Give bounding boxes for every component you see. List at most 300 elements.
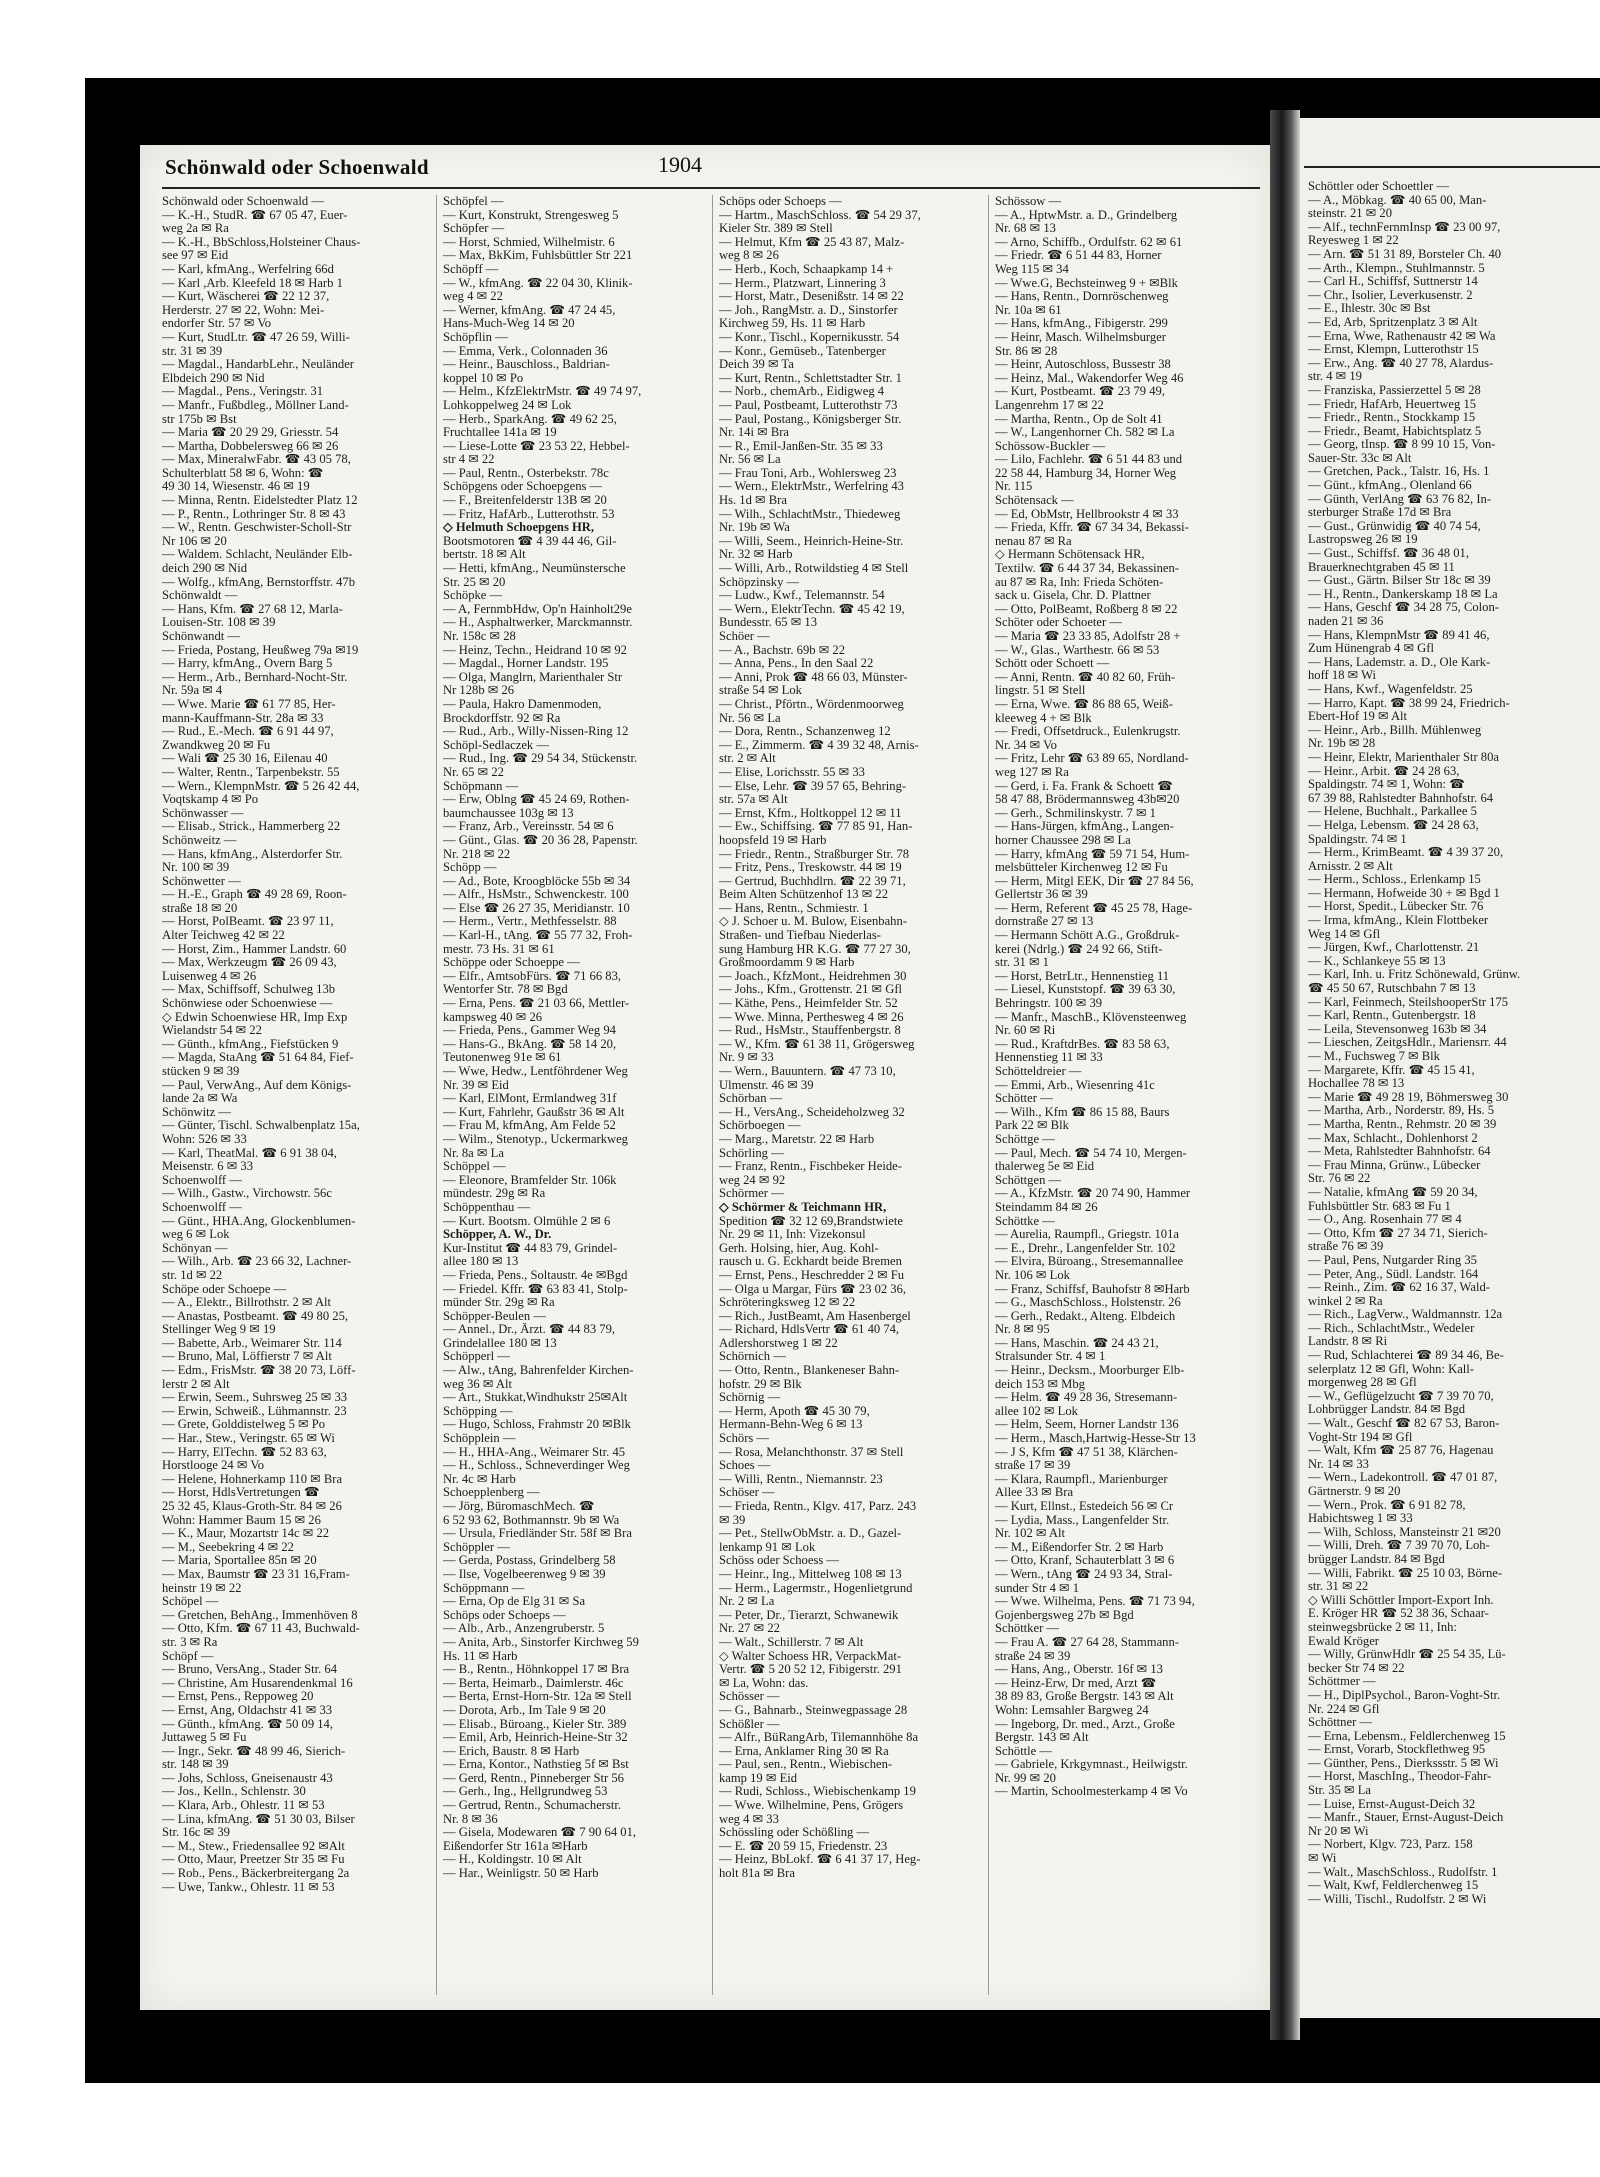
directory-entry-line: Schöpke —: [443, 589, 503, 603]
directory-entry-line: — Lilo, Fachlehr. ☎ 6 51 44 83 und: [995, 453, 1183, 467]
directory-entry-line: — Wern., ElektrTechn. ☎ 45 42 19,: [719, 602, 905, 616]
directory-entry-line: ✉ 39: [719, 1513, 746, 1527]
directory-entry-line: Nr. 4c ✉ Harb: [443, 1472, 516, 1486]
directory-entry-line: — Maria ☎ 20 29 29, Griesstr. 54: [162, 426, 339, 440]
directory-entry-line: Schöttge —: [995, 1132, 1055, 1146]
directory-entry-line: str 4 ✉ 22: [443, 453, 495, 467]
directory-entry-line: — E. ☎ 20 59 15, Friedenstr. 23: [719, 1839, 888, 1853]
directory-entry-line: — B., Rentn., Höhnkoppel 17 ✉ Bra: [443, 1663, 630, 1677]
directory-entry-line: steinstr. 21 ✉ 20: [1308, 207, 1393, 221]
directory-entry-line: — Elfr., AmtsobFürs. ☎ 71 66 83,: [443, 969, 622, 983]
directory-entry-line: — Hans-Jürgen, kfmAng., Langen-: [995, 820, 1174, 834]
directory-entry-line: — Emmi, Arb., Wiesenring 41c: [995, 1078, 1155, 1092]
directory-entry-line: — Erna, Wwe, Rathenaustr 42 ✉ Wa: [1308, 329, 1496, 343]
directory-entry-line: — Herm., Vertr., Methfesselstr. 88: [443, 915, 617, 929]
directory-entry-line: — Meta, Rahlstedter Bahnhofstr. 64: [1308, 1145, 1491, 1159]
directory-entry-line: Schött oder Schoett —: [995, 657, 1110, 671]
directory-entry-line: — Wwe. Marie ☎ 61 77 85, Her-: [162, 697, 336, 711]
directory-entry-line: deich 290 ✉ Nid: [162, 562, 248, 576]
directory-entry-line: Nr 128b ✉ 26: [443, 684, 515, 698]
directory-entry-line: Nr. 59a ✉ 4: [162, 684, 223, 698]
directory-entry-line: — Aurelia, Raumpfl., Griegstr. 101a: [995, 1228, 1179, 1242]
directory-entry-line: — Friedr., Beamt, Habichtsplatz 5: [1308, 424, 1482, 438]
directory-entry-line: — G., Bahnarb., Steinwegpassage 28: [719, 1703, 908, 1717]
directory-entry-line: Schörs —: [719, 1432, 770, 1446]
directory-entry-line: — G., MaschSchloss., Holstenstr. 26: [995, 1296, 1181, 1310]
directory-entry-line: — Herm., KrimBeamt. ☎ 4 39 37 20,: [1308, 846, 1504, 860]
directory-entry-line: — Kurt, Postbeamt. ☎ 23 79 49,: [995, 385, 1165, 399]
directory-entry-line: — Herm., Arb., Bernhard-Nocht-Str.: [162, 670, 348, 684]
directory-entry-line: — Erich, Baustr. 8 ✉ Harb: [443, 1744, 580, 1758]
directory-entry-line: — Paul, sen., Rentn., Wiebischen-: [719, 1758, 893, 1772]
directory-entry-line: Schönwasser —: [162, 806, 244, 820]
directory-entry-line: — Konr., Gemüseb., Tatenberger: [719, 344, 886, 358]
directory-entry-line: — K., Maur, Mozartstr 14c ✉ 22: [162, 1527, 330, 1541]
directory-entry-line: — Willi, Fabrikt. ☎ 25 10 03, Börne-: [1308, 1566, 1503, 1580]
directory-entry-line: — Herm., Schloss., Erlenkamp 15: [1308, 873, 1481, 887]
directory-entry-line: — Max, Schiffsoff, Schulweg 13b: [162, 983, 336, 997]
directory-entry-line: — Gretchen, BehAng., Immenhöven 8: [162, 1608, 358, 1622]
directory-entry-line: — Manfr., Stauer, Ernst-August-Deich: [1308, 1811, 1504, 1825]
directory-entry-line: — Bruno, Mal, Löffierstr 7 ✉ Alt: [162, 1350, 332, 1364]
directory-entry-line: Wentorfer Str. 78 ✉ Bgd: [443, 983, 568, 997]
directory-entry-line: Arnisstr. 2 ✉ Alt: [1308, 859, 1393, 873]
directory-entry-line: Schössling oder Schößling —: [719, 1826, 870, 1840]
directory-entry-line: — Wwe. Wilhelma, Pens. ☎ 71 73 94,: [995, 1595, 1195, 1609]
directory-entry-line: — Heinr., Decksm., Moorburger Elb-: [995, 1364, 1185, 1378]
directory-entry-line: — Heinz, Mal., Wakendorfer Weg 46: [995, 371, 1184, 385]
directory-entry-line: — Karl-H., tAng. ☎ 55 77 32, Froh-: [443, 929, 633, 943]
directory-entry-line: — Waldem. Schlacht, Neuländer Elb-: [162, 548, 353, 562]
directory-entry-line: morgenweg 28 ✉ Gfl: [1308, 1376, 1417, 1390]
directory-entry-line: — Gertrud, Rentn., Schumacherstr.: [443, 1799, 622, 1813]
directory-entry-line: ☎ 45 50 67, Rutschbahn 7 ✉ 13: [1308, 982, 1476, 996]
directory-entry-line: Schößler —: [719, 1717, 780, 1731]
directory-entry-line: — Frau M, kfmAng, Am Felde 52: [443, 1119, 616, 1133]
directory-entry-line: Brauerknechtgraben 45 ✉ 11: [1308, 560, 1455, 574]
directory-entry-line: — Wolfg., kfmAng, Bernstorffstr. 47b: [162, 575, 356, 589]
directory-entry-line: Schörmer —: [719, 1187, 784, 1201]
directory-entry-line: — Ed, ObMstr, Hellbrookstr 4 ✉ 33: [995, 507, 1179, 521]
directory-entry-line: — Ernst, Klempn, Lutterothstr 15: [1308, 343, 1479, 357]
directory-entry-line: — Rosa, Melanchthonstr. 37 ✉ Stell: [719, 1445, 904, 1459]
directory-entry-line: — Rud., HsMstr., Stauffenbergstr. 8: [719, 1024, 901, 1038]
directory-entry-line: — Wilm., Stenotyp., Uckermarkweg: [443, 1132, 628, 1146]
directory-entry-line: Nr. 99 ✉ 20: [995, 1771, 1056, 1785]
directory-entry-line: Schötensack —: [995, 494, 1074, 508]
directory-entry-line: str. 31 ✉ 39: [162, 344, 223, 358]
directory-entry-line: münder Str. 29g ✉ Ra: [443, 1296, 555, 1310]
directory-entry-line: str. 148 ✉ 39: [162, 1758, 229, 1772]
directory-entry-line: — Kurt, Ellnst., Estedeich 56 ✉ Cr: [995, 1500, 1174, 1513]
directory-entry-line: Kur-Institut ☎ 44 83 79, Grindel-: [443, 1241, 618, 1255]
directory-entry-line: — K.-H., StudR. ☎ 67 05 47, Euer-: [162, 208, 348, 222]
header-rule: [162, 187, 1260, 189]
directory-entry-line: str. 1d ✉ 22: [162, 1268, 223, 1282]
directory-entry-line: Schöttke —: [995, 1214, 1055, 1228]
directory-entry-line: — Franz, Rentn., Fischbeker Heide-: [719, 1160, 902, 1174]
directory-entry-line: — Ludw., Kwf., Telemannstr. 54: [719, 589, 885, 603]
directory-entry-line: stücken 9 ✉ 39: [162, 1065, 240, 1078]
directory-entry-line: melsbütteler Kirchenweg 12 ✉ Fu: [995, 861, 1168, 875]
directory-entry-line: — Paul, Postbeamt, Lutterothstr 73: [719, 398, 898, 412]
directory-entry-line: — Erna, Anklamer Ring 30 ✉ Ra: [719, 1744, 889, 1758]
directory-entry-line: — Wern., Bauuntern. ☎ 47 73 10,: [719, 1065, 896, 1078]
directory-entry-line: — Paul, Rentn., Osterbekstr. 78c: [443, 466, 609, 480]
directory-entry-line: mündestr. 29g ✉ Ra: [443, 1187, 546, 1201]
directory-entry-line: — Hartm., MaschSchloss. ☎ 54 29 37,: [719, 208, 921, 222]
directory-entry-line: — Johs., Kfm., Grottenstr. 21 ✉ Gfl: [719, 983, 903, 997]
directory-entry-line: — Karl, Feinmech, SteilshooperStr 175: [1308, 995, 1509, 1009]
directory-entry-line: — Willi, Rentn., Niemannstr. 23: [719, 1472, 883, 1486]
directory-entry-line: — Hermann, Hofweide 30 + ✉ Bgd 1: [1308, 886, 1500, 900]
directory-entry-line: — Helm., KfzElektrMstr. ☎ 49 74 97,: [443, 385, 642, 399]
directory-entry-line: — Erna, Op de Elg 31 ✉ Sa: [443, 1595, 586, 1609]
directory-entry-line: — Frieda, Pens., Gammer Weg 94: [443, 1024, 616, 1038]
directory-entry-line: Schörnig —: [719, 1391, 781, 1405]
directory-entry-line: — Christine, Am Husarendenkmal 16: [162, 1676, 353, 1690]
directory-entry-line: hoopsfeld 19 ✉ Harb: [719, 833, 827, 847]
directory-entry-line: — Erna, Wwe. ☎ 86 88 65, Weiß-: [995, 697, 1173, 711]
directory-entry-line: — Wwe, Hedw., Lentföhrdener Weg: [443, 1065, 628, 1078]
directory-entry-line: Schörnich —: [719, 1350, 786, 1364]
directory-entry-line: — Art., Stukkat,Windhukstr 25✉Alt: [443, 1391, 628, 1405]
directory-entry-line: — Erna, Lebensm., Feldlerchenweg 15: [1308, 1729, 1506, 1743]
directory-entry-line: sung Hamburg HR K.G. ☎ 77 27 30,: [719, 942, 911, 956]
directory-entry-line: — Magdal., Horner Landstr. 195: [443, 657, 609, 671]
directory-entry-line: ◇ Hermann Schötensack HR,: [995, 548, 1145, 562]
directory-entry-line: Nr. 60 ✉ Ri: [995, 1024, 1056, 1038]
directory-entry-line: Wohn: Hammer Baum 15 ✉ 26: [162, 1513, 321, 1527]
directory-entry-line: — W., Langenhorner Ch. 582 ✉ La: [995, 426, 1175, 440]
directory-entry-line: — Gerd, i. Fa. Frank & Schoett ☎: [995, 779, 1173, 793]
directory-entry-line: Ewald Kröger: [1308, 1634, 1379, 1648]
directory-entry-line: — Hans, kfmAng., Fibigerstr. 299: [995, 317, 1168, 331]
directory-entry-line: — Uwe, Tankw., Ohlestr. 11 ✉ 53: [162, 1880, 335, 1894]
directory-entry-line: — Horst, BetrLtr., Hennenstieg 11: [995, 969, 1170, 983]
directory-entry-line: — Klara, Arb., Ohlestr. 11 ✉ 53: [162, 1799, 325, 1813]
directory-entry-line: weg 6 ✉ Lok: [162, 1228, 230, 1242]
directory-entry-line: — Herm., Platzwart, Linnering 3: [719, 276, 886, 290]
directory-entry-line: endorfer Str. 57 ✉ Vo: [162, 317, 272, 331]
directory-entry-line: nenau 87 ✉ Ra: [995, 534, 1072, 548]
directory-entry-line: — Edm., FrisMstr. ☎ 38 20 73, Löff-: [162, 1364, 356, 1378]
directory-entry-line: — Max, Werkzeugm ☎ 26 09 43,: [162, 956, 337, 970]
directory-entry-line: — Herm., Lagermstr., Hogenlietgrund: [719, 1581, 913, 1595]
directory-entry-line: Brockdorffstr. 92 ✉ Ra: [443, 711, 561, 725]
directory-entry-line: — Gretchen, Pack., Talstr. 16, Hs. 1: [1308, 465, 1490, 479]
directory-entry-line: — Fritz, Pens., Treskowstr. 44 ✉ 19: [719, 861, 902, 875]
directory-entry-line: straße 17 ✉ 39: [995, 1459, 1071, 1473]
directory-entry-line: — Ingeborg, Dr. med., Arzt., Große: [995, 1717, 1175, 1731]
directory-entry-line: E. Kröger HR ☎ 52 38 36, Schaar-: [1308, 1607, 1489, 1621]
directory-entry-line: — Wern., Prok. ☎ 6 91 82 78,: [1308, 1498, 1466, 1512]
directory-entry-line: Nr. 14i ✉ Bra: [719, 426, 790, 440]
directory-entry-line: — Karl, TheatMal. ☎ 6 91 38 04,: [162, 1146, 337, 1160]
directory-entry-line: — Konr., Tischl., Kopernikusstr. 54: [719, 330, 900, 344]
directory-entry-line: rausch u. G. Eckhardt beide Bremen: [719, 1255, 902, 1269]
directory-entry-line: Habichtsweg 1 ✉ 33: [1308, 1512, 1413, 1526]
directory-entry-line: Kieler Str. 389 ✉ Stell: [719, 222, 833, 236]
directory-entry-line: ✉ La, Wohn: das.: [719, 1676, 809, 1690]
directory-entry-line: — Eleonore, Bramfelder Str. 106k: [443, 1173, 617, 1187]
directory-entry-line: Hermann-Behn-Weg 6 ✉ 13: [719, 1418, 863, 1432]
directory-entry-line: — Otto, Rentn., Blankeneser Bahn-: [719, 1364, 900, 1378]
directory-entry-line: — Karl, Inh. u. Fritz Schönewald, Grünw.: [1308, 968, 1521, 982]
directory-entry-line: Schönwaldt —: [162, 589, 238, 603]
directory-entry-line: Schöttker —: [995, 1622, 1060, 1636]
directory-entry-line: — Heinr., Arb., Billh. Mühlenweg: [1308, 723, 1482, 737]
directory-entry-line: Schöpperl —: [443, 1350, 510, 1364]
directory-entry-line: Voqtskamp 4 ✉ Po: [162, 793, 259, 807]
directory-entry-line: Nr. 68 ✉ 13: [995, 222, 1056, 236]
directory-entry-line: — Helm, Seem, Horner Landstr 136: [995, 1418, 1179, 1432]
directory-entry-line: — H., Koldingstr. 10 ✉ Alt: [443, 1853, 582, 1867]
directory-entry-line: Schönwald oder Schoenwald —: [162, 195, 324, 208]
directory-entry-line: Gojenbergsweg 27b ✉ Bgd: [995, 1608, 1134, 1622]
directory-entry-line: — R., Emil-Janßen-Str. 35 ✉ 33: [719, 439, 883, 453]
directory-entry-line: — Wern., KlempnMstr. ☎ 5 26 42 44,: [162, 779, 360, 793]
directory-entry-line: Ebert-Hof 19 ✉ Alt: [1308, 710, 1408, 724]
directory-entry-line: — A., Elektr., Billrothstr. 2 ✉ Alt: [162, 1296, 332, 1310]
directory-entry-line: — P., Rentn., Lothringer Str. 8 ✉ 43: [162, 507, 346, 521]
directory-entry-line: Nr. 27 ✉ 22: [719, 1622, 780, 1636]
directory-entry-line: — Wali ☎ 25 30 16, Eilenau 40: [162, 752, 328, 766]
directory-entry-line: Schönwandt —: [162, 630, 241, 643]
directory-entry-line: Schönwiese oder Schoenwiese —: [162, 997, 333, 1011]
directory-entry-line: — Frieda, Postang, Heußweg 79a ✉19: [162, 643, 359, 657]
directory-entry-line: — Rud., KraftdrBes. ☎ 83 58 63,: [995, 1037, 1170, 1051]
directory-entry-line: — Carl H., Schiffsf, Suttnerstr 14: [1308, 275, 1478, 289]
directory-entry-line: 38 89 83, Große Bergstr. 143 ✉ Alt: [995, 1690, 1174, 1704]
directory-entry-line: Nr. 56 ✉ La: [719, 711, 781, 725]
directory-entry-line: Adlershorstweg 1 ✉ 22: [719, 1336, 838, 1350]
directory-entry-line: — Emma, Verk., Colonnaden 36: [443, 344, 608, 358]
directory-entry-line: — Emil, Arb, Heinrich-Heine-Str 32: [443, 1731, 628, 1745]
directory-entry-line: — Lina, kfmAng. ☎ 51 30 03, Bilser: [162, 1812, 355, 1826]
directory-entry-line: — Otto, Kranf, Schauterblatt 3 ✉ 6: [995, 1554, 1175, 1568]
directory-entry-line: — M., Eißendorfer Str. 2 ✉ Harb: [995, 1540, 1164, 1554]
directory-entry-line: — Paul, Mech. ☎ 54 74 10, Mergen-: [995, 1146, 1187, 1160]
directory-entry-line: koppel 10 ✉ Po: [443, 371, 524, 385]
directory-entry-line: — Frieda, Pens., Soltaustr. 4e ✉Bgd: [443, 1268, 628, 1282]
directory-entry-line: — Kurt, StudLtr. ☎ 47 26 59, Willi-: [162, 330, 350, 344]
directory-entry-line: — W., Glas., Warthestr. 66 ✉ 53: [995, 643, 1160, 657]
directory-entry-line: Nr. 8a ✉ La: [443, 1146, 504, 1160]
directory-entry-line: — K.-H., BbSchloss,Holsteiner Chaus-: [162, 235, 361, 249]
directory-entry-line: — Kurt, Fahrlehr, Gaußstr 36 ✉ Alt: [443, 1105, 625, 1119]
directory-entry-line: — Margarete, Kffr. ☎ 45 15 41,: [1308, 1063, 1475, 1077]
directory-entry-line: Großmoordamm 9 ✉ Harb: [719, 956, 855, 970]
directory-entry-line: — Natalie, kfmAng ☎ 59 20 34,: [1308, 1185, 1478, 1199]
directory-entry-line: — Frau Minna, Grünw., Lübecker: [1308, 1158, 1481, 1172]
directory-entry-line: — Joh., RangMstr. a. D., Sinstorfer: [719, 303, 898, 317]
directory-entry-line: Wielandstr 54 ✉ 22: [162, 1024, 262, 1038]
directory-entry-line: straße 76 ✉ 39: [1308, 1240, 1384, 1254]
directory-entry-line: Schönwetter —: [162, 874, 241, 888]
directory-entry-line: Spaldingstr. 74 ✉ 1, Wohn: ☎: [1308, 778, 1465, 792]
directory-entry-line: kerei (Ndrlg.) ☎ 24 92 66, Stift-: [995, 942, 1163, 956]
directory-entry-line: Allee 33 ✉ Bra: [995, 1486, 1074, 1500]
directory-entry-line: ✉ Wi: [1308, 1852, 1337, 1866]
directory-entry-line: — Paula, Hakro Damenmoden,: [443, 697, 602, 711]
directory-entry-line: Gellertstr 36 ✉ 39: [995, 888, 1088, 902]
directory-entry-line: — Johs, Schloss, Gneisenaustr 43: [162, 1771, 333, 1785]
directory-entry-line: — Reinh., Zim. ☎ 62 16 37, Wald-: [1308, 1281, 1490, 1295]
directory-entry-line: — Herb., SparkAng. ☎ 49 62 25,: [443, 412, 617, 426]
directory-entry-line: Str. 76 ✉ 22: [1308, 1172, 1371, 1186]
directory-entry-line: — H.-E., Graph ☎ 49 28 69, Roon-: [162, 888, 347, 902]
directory-entry-line: Schöpzinsky —: [719, 575, 800, 589]
directory-entry-line: — Max, BkKim, Fuhlsbüttler Str 221: [443, 249, 633, 263]
facing-page-rule: [1304, 166, 1600, 168]
directory-entry-line: — Harry, ElTechn. ☎ 52 83 63,: [162, 1445, 327, 1459]
directory-entry-line: Str. 16c ✉ 39: [162, 1826, 230, 1840]
directory-entry-line: — Erwin, Schweiß., Lühmannstr. 23: [162, 1404, 347, 1418]
directory-entry-line: Schöpfer —: [443, 222, 505, 236]
directory-entry-line: — Friedr, HafArb, Heuertweg 15: [1308, 397, 1477, 411]
directory-entry-line: — Gisela, Modewaren ☎ 7 90 64 01,: [443, 1826, 637, 1840]
directory-entry-line: Schönwitz —: [162, 1105, 231, 1119]
directory-entry-line: Spaldingstr. 74 ✉ 1: [1308, 832, 1407, 846]
directory-entry-line: Bergstr. 143 ✉ Alt: [995, 1731, 1089, 1745]
directory-entry-line: — Herm, Apoth ☎ 45 30 79,: [719, 1404, 870, 1418]
directory-entry-line: straße 18 ✉ 20: [162, 901, 238, 915]
directory-entry-line: — Karl ,Arb. Kleefeld 18 ✉ Harb 1: [162, 276, 343, 290]
directory-entry-line: — Kurt, Konstrukt, Strengesweg 5: [443, 208, 619, 222]
directory-entry-line: — Wwe. Minna, Perthesweg 4 ✉ 26: [719, 1010, 904, 1024]
directory-entry-line: 49 30 14, Wiesenstr. 46 ✉ 19: [162, 480, 310, 494]
directory-entry-line: dornstraße 27 ✉ 13: [995, 915, 1094, 929]
directory-entry-line: — Lydia, Mass., Langenfelder Str.: [995, 1513, 1170, 1527]
directory-entry-line: — Hans, Geschf ☎ 34 28 75, Colon-: [1308, 601, 1499, 615]
directory-entry-line: sterburger Straße 17d ✉ Bra: [1308, 506, 1452, 520]
directory-entry-line: — Frau Toni, Arb., Wohlersweg 23: [719, 466, 897, 480]
directory-entry-line: — Hans, Rentn., Schmiestr. 1: [719, 901, 869, 915]
directory-entry-line: — Otto, Kfm. ☎ 67 11 43, Buchwald-: [162, 1622, 360, 1636]
directory-entry-line: Schötter —: [995, 1092, 1053, 1106]
page-number: 1904: [658, 152, 702, 177]
directory-entry-line: — Norbert, Klgv. 723, Parz. 158: [1308, 1838, 1473, 1852]
directory-entry-line: Elbdeich 290 ✉ Nid: [162, 371, 265, 385]
directory-entry-line: ◇ J. Schoer u. M. Bulow, Eisenbahn-: [719, 915, 907, 929]
directory-entry-line: — Horst, PolBeamt. ☎ 23 97 11,: [162, 915, 334, 929]
directory-entry-line: Schörling —: [719, 1146, 784, 1160]
directory-entry-line: — Günth, VerlAng ☎ 63 76 82, In-: [1308, 492, 1492, 506]
directory-entry-line: — Rich., LagVerw., Waldmannstr. 12a: [1308, 1308, 1503, 1322]
directory-entry-line: — Wern., Ladekontroll. ☎ 47 01 87,: [1308, 1471, 1498, 1485]
directory-entry-line: — Dorota, Arb., Im Tale 9 ✉ 20: [443, 1703, 606, 1717]
directory-entry-line: — Manfr., Fußbdleg., Möllner Land-: [162, 398, 349, 412]
directory-entry-line: Schöpper, A. W., Dr.: [443, 1228, 552, 1242]
directory-entry-line: — Martha, Arb., Norderstr. 89, Hs. 5: [1308, 1104, 1495, 1118]
directory-entry-line: — Irma, kfmAng., Klein Flottbeker: [1308, 914, 1489, 928]
directory-entry-line: Schulterblatt 58 ✉ 6, Wohn: ☎: [162, 466, 324, 480]
directory-entry-line: — Magdal., HandarbLehr., Neuländer: [162, 358, 354, 372]
directory-entry-line: — Harry, kfmAng ☎ 59 71 54, Hum-: [995, 847, 1190, 861]
directory-entry-line: Schöpp —: [443, 861, 497, 875]
directory-entry-line: steinwegsbrücke 2 ✉ 11, Inh:: [1308, 1620, 1457, 1634]
directory-entry-line: — Heinz, Techn., Heidrand 10 ✉ 92: [443, 643, 627, 657]
directory-entry-line: mann-Kauffmann-Str. 28a ✉ 33: [162, 711, 324, 725]
directory-entry-line: — Magdal., Pens., Veringstr. 31: [162, 385, 324, 399]
directory-entry-line: — Leila, Stevensonweg 163b ✉ 34: [1308, 1022, 1487, 1036]
directory-entry-line: Juttaweg 5 ✉ Fu: [162, 1731, 247, 1745]
directory-entry-line: — Erw, Oblng ☎ 45 24 69, Rothen-: [443, 793, 630, 807]
directory-entry-line: — Heinz, BbLokf. ☎ 6 41 37 17, Heg-: [719, 1853, 921, 1867]
directory-entry-line: — Rob., Pens., Bäckerbreitergang 2a: [162, 1867, 350, 1881]
directory-entry-line: — Lieschen, ZeitgsHdlr., Mariensrr. 44: [1308, 1036, 1507, 1050]
directory-entry-line: Schoenwolff —: [162, 1200, 242, 1214]
directory-entry-line: — E., Drehr., Langenfelder Str. 102: [995, 1241, 1176, 1255]
directory-entry-line: Schöppenthau —: [443, 1200, 531, 1214]
page-header: [140, 145, 1270, 200]
directory-entry-line: Schröteringksweg 12 ✉ 22: [719, 1296, 856, 1310]
directory-entry-line: str. 2 ✉ Alt: [719, 752, 776, 766]
directory-entry-line: — Elvira, Büroang., Stresemannallee: [995, 1255, 1184, 1269]
directory-entry-line: — Ed, Arb, Spritzenplatz 3 ✉ Alt: [1308, 315, 1478, 329]
directory-entry-line: — Wilh, Schloss, Mansteinstr 21 ✉20: [1308, 1525, 1501, 1539]
directory-entry-line: Schöpgens oder Schoepgens —: [443, 480, 603, 494]
directory-entry-line: Nr. 39 ✉ Eid: [443, 1078, 509, 1092]
directory-entry-line: — Horst, Spedit., Lübecker Str. 76: [1308, 900, 1484, 914]
directory-entry-line: Schoenwolff —: [162, 1173, 242, 1187]
directory-entry-line: — Fritz, HafArb., Lutterothstr. 53: [443, 507, 615, 521]
directory-entry-line: see 97 ✉ Eid: [162, 249, 229, 263]
directory-entry-line: Straßen- und Tiefbau Niederlas-: [719, 929, 881, 943]
directory-entry-line: — Günth., kfmAng., Fiefstücken 9: [162, 1037, 339, 1051]
directory-entry-line: — Wern., ElektrMstr., Werfelring 43: [719, 480, 904, 494]
directory-entry-line: str. 4 ✉ 19: [1308, 370, 1362, 384]
directory-entry-line: — H., DiplPsychol., Baron-Voght-Str.: [1308, 1688, 1501, 1702]
directory-entry-line: weg 4 ✉ 22: [443, 290, 503, 304]
directory-entry-line: Lastropsweg 26 ✉ 19: [1308, 533, 1418, 547]
directory-entry-line: straße 54 ✉ Lok: [719, 684, 802, 698]
directory-entry-line: lande 2a ✉ Wa: [162, 1092, 238, 1106]
directory-entry-line: Nr. 100 ✉ 39: [162, 861, 230, 875]
column-2: [436, 195, 715, 1995]
directory-entry-line: — Richard, HdlsVertr ☎ 61 40 74,: [719, 1323, 900, 1337]
directory-entry-line: Schöpe oder Schoepe —: [162, 1282, 287, 1296]
directory-entry-line: Kirchweg 59, Hs. 11 ✉ Harb: [719, 317, 866, 331]
directory-entry-line: — Minna, Rentn. Eidelstedter Platz 12: [162, 494, 358, 508]
directory-entry-line: Schöps oder Schoeps —: [719, 195, 842, 208]
directory-entry-line: — Jörg, BüromaschMech. ☎: [443, 1500, 595, 1513]
directory-entry-line: — Kurt, Wäscherei ☎ 22 12 37,: [162, 290, 330, 304]
directory-entry-line: — Paul, Postang., Königsberger Str.: [719, 412, 902, 426]
directory-entry-line: Schöpel —: [162, 1595, 219, 1609]
directory-entry-line: Voght-Str 194 ✉ Gfl: [1308, 1430, 1413, 1444]
directory-entry-line: — Fritz, Lehr ☎ 63 89 65, Nordland-: [995, 752, 1189, 766]
directory-entry-line: Nr. 102 ✉ Alt: [995, 1527, 1066, 1541]
directory-entry-line: — Helene, Hohnerkamp 110 ✉ Bra: [162, 1472, 343, 1486]
directory-entry-line: — Peter, Ang., Südl. Landstr. 164: [1308, 1267, 1479, 1281]
directory-entry-line: — Wern., tAng ☎ 24 93 34, Stral-: [995, 1567, 1173, 1581]
directory-entry-line: becker Str 74 ✉ 22: [1308, 1661, 1405, 1675]
directory-entry-line: straße 24 ✉ 39: [995, 1649, 1071, 1663]
directory-entry-line: — Joach., KfzMont., Heidrehmen 30: [719, 969, 907, 983]
directory-entry-line: — Heinr, Masch. Wilhelmsburger: [995, 330, 1166, 344]
directory-entry-line: Wohn: Lemsahler Bargweg 24: [995, 1703, 1149, 1717]
directory-entry-line: — Hans, Maschin. ☎ 24 43 21,: [995, 1336, 1159, 1350]
directory-entry-line: — H., Schloss., Schneverdinger Weg: [443, 1459, 630, 1473]
directory-entry-line: holt 81a ✉ Bra: [719, 1867, 795, 1881]
directory-entry-line: — Gust., Grünwidig ☎ 40 74 54,: [1308, 519, 1481, 533]
directory-entry-line: — Horst, Schmied, Wilhelmistr. 6: [443, 235, 615, 249]
directory-entry-line: Schöps oder Schoeps —: [443, 1608, 566, 1622]
facing-page: [1300, 118, 1600, 2018]
directory-entry-line: — Wilh., Gastw., Virchowstr. 56c: [162, 1187, 332, 1201]
